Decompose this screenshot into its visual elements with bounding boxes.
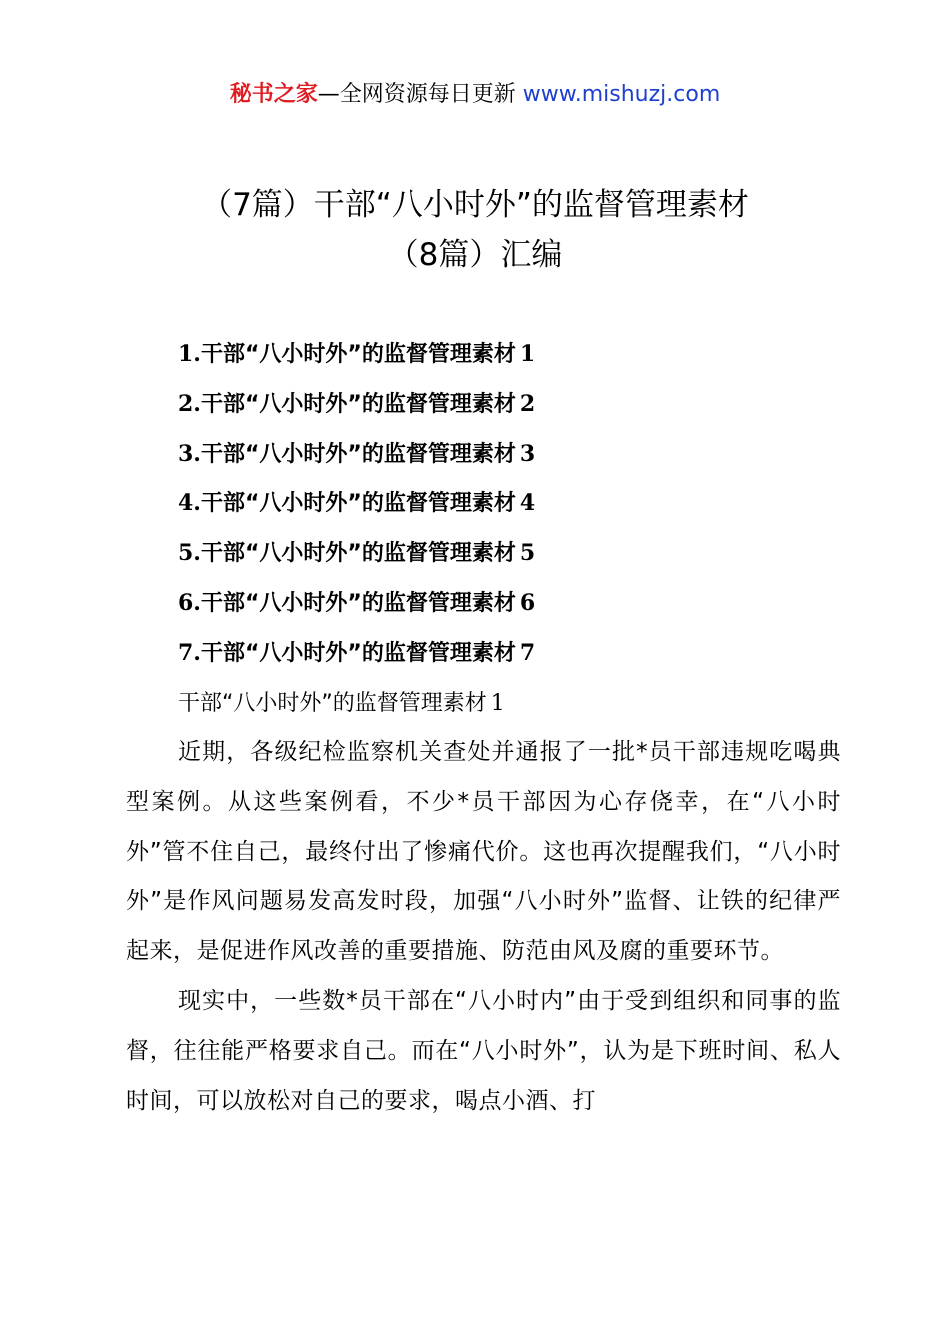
toc-item-page: 7 (519, 639, 536, 666)
body-text (126, 728, 841, 1126)
toc-item-number: 6. (178, 589, 201, 616)
toc-item-page: 4 (519, 490, 536, 517)
site-header (0, 80, 950, 110)
header-tagline: 全网资源每日更新 (339, 82, 516, 107)
toc-item-page: 3 (519, 440, 536, 467)
toc-item-text: 干部“八小时外”的监督管理素材 (200, 491, 516, 517)
toc-item[interactable] (178, 384, 778, 434)
toc-item-number: 5. (178, 540, 201, 567)
toc-item[interactable] (178, 533, 778, 583)
toc-item-text: 干部“八小时外”的监督管理素材 (200, 541, 516, 567)
toc-item[interactable] (178, 434, 778, 484)
paragraph: 现实中，一些数*员干部在“八小时内”由于受到组织和同事的监督，往往能严格要求自己。而在“八小时外”，认为是下班时间、私人时间，可以放松对自己的要求，喝点小酒、打 (126, 987, 841, 1114)
toc-item[interactable] (178, 334, 778, 384)
toc-item-number: 2. (178, 390, 201, 417)
toc-item-text: 干部“八小时外”的监督管理素材 (200, 441, 516, 467)
toc-item-text: 干部“八小时外”的监督管理素材 (200, 391, 516, 417)
section-heading (178, 684, 858, 724)
document-title (0, 180, 950, 280)
table-of-contents (178, 334, 778, 683)
toc-item[interactable] (178, 583, 778, 633)
brand-name: 秘书之家 (229, 82, 318, 107)
toc-item-number: 3. (178, 440, 201, 467)
toc-item[interactable] (178, 483, 778, 533)
toc-item-page: 1 (519, 341, 536, 367)
section-heading-text: 干部“八小时外”的监督管理素材 (178, 691, 487, 716)
toc-item-number: 1. (178, 341, 201, 367)
toc-item-text: 干部“八小时外”的监督管理素材 (200, 342, 516, 367)
toc-item-number: 4. (178, 490, 201, 517)
paragraph: 近期，各级纪检监察机关查处并通报了一批*员干部违规吃喝典型案例。从这些案例看，不少*员干部因为心存侥幸，在“八小时外”管不住自己，最终付出了惨痛代价。这也再次提醒我们，“八小时外”是作风问题易发高发时段，加强“八小时外”监督、让铁的纪律严起来，是促进作风改善的重要措施、防范由风及腐的重要环节。 (126, 739, 841, 965)
title-line-1: （7篇）干部“八小时外”的监督管理素材 (201, 187, 749, 223)
toc-item-page: 6 (519, 589, 536, 616)
title-line-2: （8篇）汇编 (387, 237, 563, 273)
toc-item[interactable] (178, 633, 778, 683)
section-heading-number: 1 (490, 691, 505, 716)
toc-item-text: 干部“八小时外”的监督管理素材 (200, 590, 516, 616)
header-separator: — (317, 82, 340, 107)
toc-item-page: 2 (519, 390, 536, 417)
toc-item-text: 干部“八小时外”的监督管理素材 (200, 640, 516, 666)
toc-item-number: 7. (178, 639, 201, 666)
toc-item-page: 5 (519, 540, 536, 567)
site-url-link[interactable]: www.mishuzj.com (522, 82, 721, 107)
